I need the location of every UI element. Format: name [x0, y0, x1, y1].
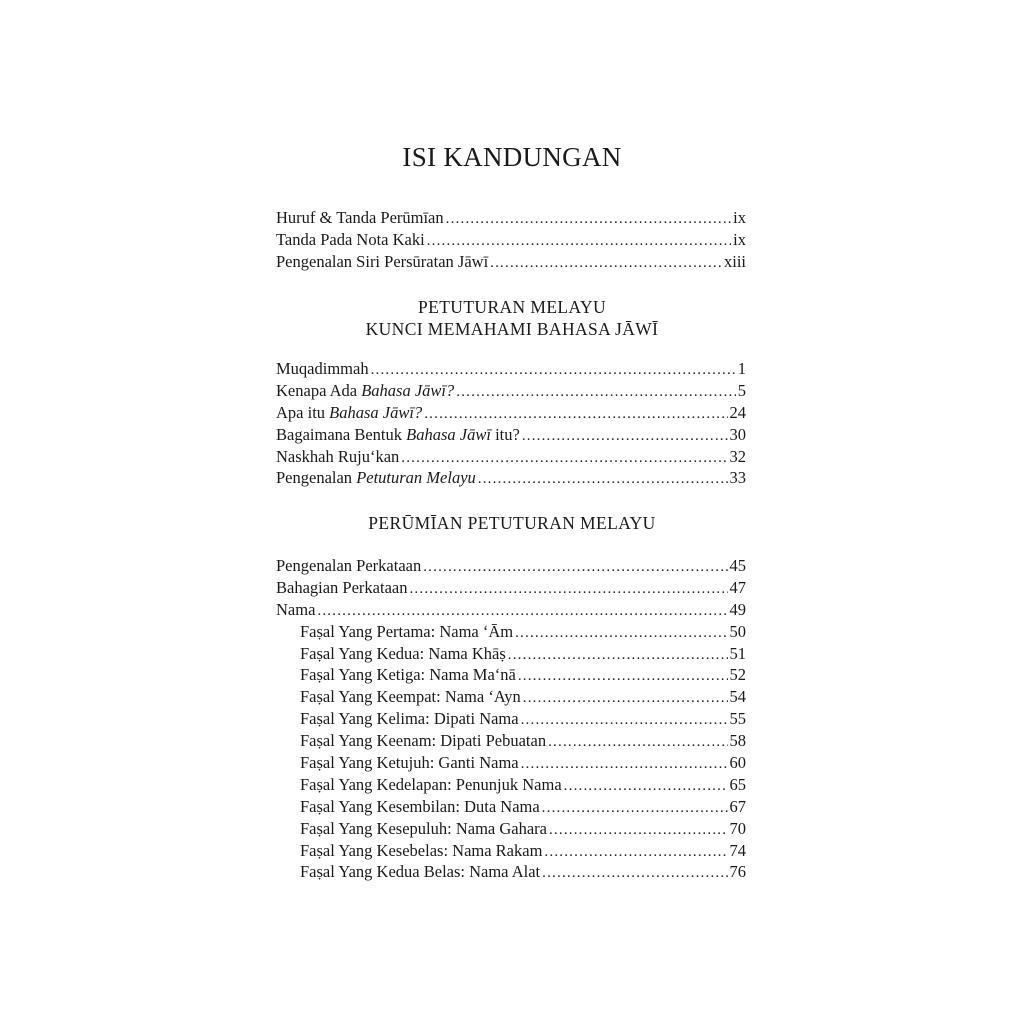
toc-entry-page: ix [733, 208, 746, 227]
toc-sub-entry [276, 686, 746, 708]
toc-entry-page: 45 [729, 556, 746, 575]
toc-entry-page: 70 [729, 818, 746, 838]
label-italic-text: Bahasa Jāwī [406, 424, 491, 444]
toc-sub-entry [276, 708, 746, 730]
toc-entry [276, 467, 746, 489]
toc-sub-entry [276, 664, 746, 686]
toc-entry-label: Naskhah Ruju‘kan [276, 446, 400, 466]
toc-sub-entry [276, 621, 746, 643]
label-text: itu? [490, 424, 520, 444]
toc-entry-page: 5 [737, 380, 746, 400]
toc-entry-label: Pengenalan Perkataan [276, 556, 422, 575]
toc-entry-page: 60 [729, 753, 746, 773]
toc-entry-page: 24 [729, 402, 746, 422]
toc-entry-page: 51 [729, 643, 746, 663]
toc-entry-label: Faṣal Yang Kedua: Nama Khāṣ [300, 643, 506, 663]
toc-entry [276, 424, 746, 446]
toc-entry-label: Huruf & Tanda Perūmīan [276, 208, 444, 227]
toc-entry-page: 58 [729, 731, 746, 751]
toc-entry [276, 380, 746, 402]
dot-leader [564, 776, 728, 798]
label-italic-text: Bahasa Jāwī? [329, 402, 423, 422]
toc-entry-page: 49 [729, 599, 746, 619]
dot-leader [521, 710, 728, 732]
dot-leader [542, 798, 728, 820]
toc-entry-label: Pengenalan Siri Persūratan Jāwī [276, 251, 489, 271]
toc-entry [276, 402, 746, 424]
toc-entry-label: Bahagian Perkataan [276, 577, 408, 597]
dot-leader [518, 666, 728, 688]
toc-entry-label: Faṣal Yang Ketiga: Nama Ma‘nā [300, 665, 516, 685]
front-matter-list [276, 207, 746, 273]
toc-entry-label: Nama [276, 599, 316, 619]
toc-entry [276, 358, 746, 380]
toc-entry-label [276, 380, 454, 402]
dot-leader [521, 754, 728, 776]
toc-entry [276, 555, 746, 577]
toc-entry-label [276, 424, 520, 446]
toc-entry [276, 446, 746, 468]
toc-entry-page: 74 [729, 840, 746, 860]
toc-sub-entry [276, 796, 746, 818]
dot-leader [317, 601, 727, 623]
toc-entry-page: 1 [737, 359, 746, 378]
toc-entry-page: 76 [729, 862, 746, 882]
toc-entry-label: Faṣal Yang Ketujuh: Ganti Nama [300, 753, 519, 773]
toc-entry-label: Tanda Pada Nota Kaki [276, 229, 425, 249]
toc-entry-label: Faṣal Yang Kesembilan: Duta Nama [300, 796, 540, 816]
toc-entry-label [276, 467, 476, 489]
dot-leader [522, 426, 728, 448]
toc-entry-label: Muqadimmah [276, 359, 369, 378]
section-heading-line2: KUNCI MEMAHAMI BAHASA JĀWĪ [365, 319, 659, 339]
toc-entry-page: 33 [729, 468, 746, 488]
dot-leader [508, 645, 728, 667]
toc-sub-entry [276, 643, 746, 665]
toc-entry-page: 47 [729, 577, 746, 597]
dot-leader [548, 732, 727, 754]
toc-entry [276, 577, 746, 599]
label-text: Pengenalan [276, 468, 357, 488]
section-heading-part2: PERŪMĪAN PETUTURAN MELAYU [368, 513, 656, 533]
dot-leader [401, 448, 727, 470]
label-text: Apa itu [276, 402, 330, 422]
toc-entry-page: 54 [729, 687, 746, 707]
dot-leader [523, 688, 728, 710]
toc-entry-page: 30 [729, 424, 746, 444]
part2-list [276, 555, 746, 883]
toc-entry-page: 50 [729, 621, 746, 641]
dot-leader [544, 842, 727, 864]
toc-entry-label: Faṣal Yang Kesepuluh: Nama Gahara [300, 818, 547, 838]
label-italic-text: Petuturan Melayu [356, 468, 476, 488]
dot-leader [515, 623, 727, 645]
part1-list [276, 358, 746, 489]
toc-entry-label: Faṣal Yang Kedua Belas: Nama Alat [300, 862, 541, 882]
toc-sub-entry [276, 818, 746, 840]
toc-entry-label: Faṣal Yang Keenam: Dipati Pebuatan [300, 731, 547, 751]
section-heading-part1 [0, 296, 1024, 340]
toc-sub-entry [276, 752, 746, 774]
dot-leader [409, 579, 727, 601]
toc-entry [276, 207, 746, 229]
toc-entry [276, 229, 746, 251]
label-text: Kenapa Ada [276, 380, 362, 400]
toc-entry-page: 67 [729, 796, 746, 816]
dot-leader [456, 382, 735, 404]
toc-entry-label: Faṣal Yang Pertama: Nama ‘Ām [300, 621, 514, 641]
toc-entry-label: Faṣal Yang Kedelapan: Penunjuk Nama [300, 774, 562, 794]
dot-leader [423, 557, 727, 579]
toc-entry [276, 599, 746, 621]
dot-leader [549, 820, 728, 842]
toc-sub-entry [276, 730, 746, 752]
toc-entry-page: xiii [723, 251, 746, 271]
toc-entry-page: 52 [729, 665, 746, 685]
toc-sub-entry [276, 774, 746, 796]
dot-leader [427, 231, 731, 253]
toc-entry-page: 65 [729, 774, 746, 794]
toc-entry-label: Faṣal Yang Kelima: Dipati Nama [300, 709, 519, 729]
dot-leader [542, 863, 727, 885]
toc-sub-entry [276, 861, 746, 883]
toc-entry-label: Faṣal Yang Kesebelas: Nama Rakam [300, 840, 543, 860]
toc-entry-label: Faṣal Yang Keempat: Nama ‘Ayn [300, 687, 521, 707]
dot-leader [478, 469, 728, 491]
toc-sub-entry [276, 840, 746, 862]
dot-leader [490, 253, 722, 275]
label-italic-text: Bahasa Jāwī? [361, 380, 455, 400]
dot-leader [371, 360, 736, 382]
dot-leader [446, 209, 732, 231]
toc-entry-page: 55 [729, 709, 746, 729]
dot-leader [424, 404, 727, 426]
toc-entry-page: 32 [729, 446, 746, 466]
toc-entry [276, 251, 746, 273]
toc-entry-label [276, 402, 422, 424]
toc-entry-page: ix [733, 229, 746, 249]
section-heading-line1: PETUTURAN MELAYU [417, 297, 607, 317]
page-title: ISI KANDUNGAN [402, 142, 622, 172]
label-text: Bagaimana Bentuk [276, 424, 407, 444]
